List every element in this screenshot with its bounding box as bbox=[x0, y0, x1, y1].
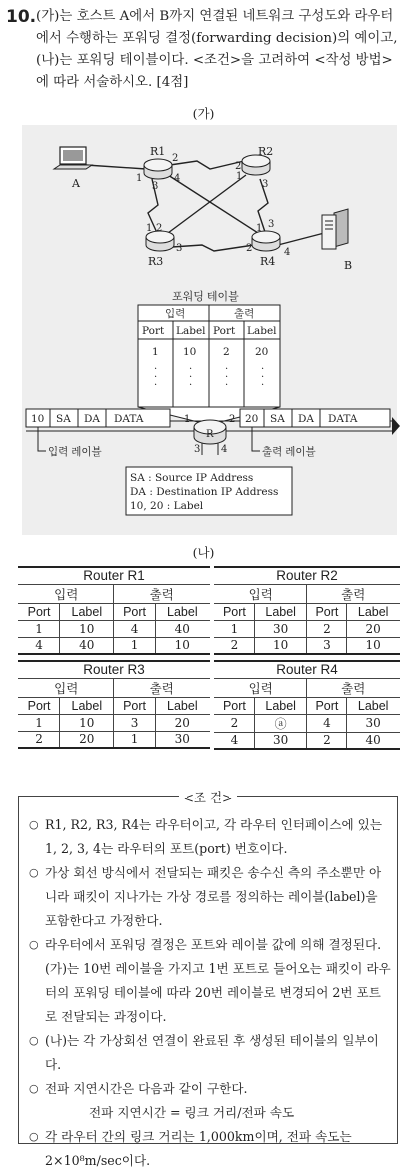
table-cell: 2 bbox=[307, 620, 347, 637]
table-header: Port bbox=[114, 697, 155, 714]
table-row bbox=[215, 714, 400, 732]
caption-ga: (가) bbox=[192, 106, 215, 121]
table-header: Port bbox=[215, 697, 255, 714]
table-header: Label bbox=[60, 697, 114, 714]
packet-arrow-icon bbox=[392, 417, 400, 435]
caption-na: (나) bbox=[192, 545, 215, 560]
packet-left-sa: SA bbox=[56, 413, 71, 425]
svg-text:.: . bbox=[154, 377, 158, 388]
condition-item: ○ 전파 지연시간은 다음과 같이 구한다. bbox=[29, 1077, 391, 1101]
question-number: 10. bbox=[6, 7, 37, 27]
table-cell: 4 bbox=[307, 714, 347, 732]
packet-right bbox=[240, 409, 390, 427]
table-title: Router R3 bbox=[19, 661, 210, 678]
link-r3-r4 bbox=[172, 245, 254, 251]
packet-right-label: 20 bbox=[245, 413, 259, 425]
svg-text:.: . bbox=[225, 369, 229, 380]
r2-port-2: 2 bbox=[235, 161, 242, 172]
table-cell: 2 bbox=[307, 732, 347, 749]
fwd-header-label-out: Label bbox=[247, 325, 277, 337]
table-cell: 10 bbox=[347, 637, 400, 654]
r1-port-4: 4 bbox=[174, 173, 181, 184]
legend-label: 10, 20 : Label bbox=[130, 500, 204, 512]
router-r1-name: R1 bbox=[150, 145, 166, 158]
fwd-group-in: 입력 bbox=[165, 308, 186, 320]
table-cell: 2 bbox=[215, 714, 255, 732]
svg-text:.: . bbox=[154, 369, 158, 380]
packet-right-da: DA bbox=[298, 413, 315, 425]
r1-port-1: 1 bbox=[136, 173, 143, 184]
r-port-3: 3 bbox=[194, 444, 201, 455]
conditions-title bbox=[19, 788, 397, 806]
r4-port-3: 3 bbox=[268, 219, 275, 230]
table-group-in: 입력 bbox=[19, 584, 114, 603]
server-icon bbox=[322, 209, 348, 249]
router-table-r3 bbox=[18, 660, 210, 749]
table-header: Label bbox=[254, 697, 307, 714]
condition-item: ○ R1, R2, R3, R4는 라우터이고, 각 라우터 인터페이스에 있는 1, 2, 3, 4는 라우터의 포트(port) 번호이다. bbox=[29, 813, 391, 861]
table-group-out: 출력 bbox=[114, 678, 210, 697]
table-cell: 1 bbox=[114, 637, 155, 654]
fwd-table bbox=[138, 305, 280, 407]
table-cell-blank-a: ⓐ bbox=[254, 714, 307, 732]
fwd-row-label-in: 10 bbox=[183, 346, 197, 358]
condition-item: ○ (나)는 각 가상회선 연결이 완료된 후 생성된 테이블의 일부이다. bbox=[29, 1029, 391, 1077]
table-cell: 3 bbox=[307, 637, 347, 654]
table-cell: 2 bbox=[19, 731, 60, 748]
table-header: Label bbox=[60, 603, 114, 620]
out-label-caption: 출력 레이블 bbox=[262, 446, 316, 458]
packet-right-data: DATA bbox=[328, 413, 358, 425]
svg-text:.: . bbox=[261, 377, 265, 388]
table-header: Label bbox=[347, 697, 400, 714]
table-title: Router R1 bbox=[19, 567, 210, 584]
packet-left-da: DA bbox=[84, 413, 101, 425]
link-r1-r2 bbox=[170, 161, 244, 169]
conditions-box bbox=[18, 790, 398, 1168]
router-r-name: R bbox=[206, 429, 214, 440]
packet-left-label: 10 bbox=[31, 413, 45, 425]
table-cell: 2 bbox=[215, 637, 255, 654]
network-diagram-svg bbox=[22, 125, 397, 535]
table-group-in: 입력 bbox=[19, 678, 114, 697]
packet-left bbox=[26, 409, 170, 427]
svg-text:.: . bbox=[261, 369, 265, 380]
table-cell: 20 bbox=[347, 620, 400, 637]
r4-port-2: 2 bbox=[246, 243, 253, 254]
table-cell: 10 bbox=[155, 637, 209, 654]
fwd-header-port-in: Port bbox=[142, 325, 165, 337]
packet-left-data: DATA bbox=[114, 413, 144, 425]
table-group-in: 입력 bbox=[215, 584, 307, 603]
r3-port-2: 2 bbox=[156, 223, 163, 234]
table-cell: 30 bbox=[347, 714, 400, 732]
table-row bbox=[215, 732, 400, 749]
r2-port-3: 3 bbox=[262, 179, 269, 190]
r3-port-1: 1 bbox=[146, 223, 153, 234]
condition-item: ○ 각 라우터 간의 링크 거리는 1,000km이며, 전파 속도는 2×10⁸m/sec이다. bbox=[29, 1125, 391, 1173]
table-row bbox=[19, 620, 210, 637]
table-cell: 4 bbox=[215, 732, 255, 749]
table-group-out: 출력 bbox=[307, 678, 400, 697]
router-r3 bbox=[146, 231, 174, 251]
fwd-row-label-out: 20 bbox=[255, 346, 269, 358]
table-cell: 30 bbox=[155, 731, 209, 748]
table-cell: 1 bbox=[114, 731, 155, 748]
svg-text:.: . bbox=[189, 369, 193, 380]
table-cell: 3 bbox=[114, 714, 155, 731]
table-row bbox=[19, 714, 210, 731]
svg-text:.: . bbox=[189, 377, 193, 388]
router-r3-name: R3 bbox=[148, 255, 164, 268]
table-row bbox=[19, 637, 210, 654]
table-header: Port bbox=[307, 603, 347, 620]
table-cell: 40 bbox=[60, 637, 114, 654]
table-cell: 1 bbox=[215, 620, 255, 637]
table-header: Label bbox=[155, 697, 209, 714]
fwd-header-label-in: Label bbox=[176, 325, 206, 337]
legend-sa: SA : Source IP Address bbox=[130, 472, 254, 484]
condition-formula: 전파 지연시간 = 링크 거리/전파 속도 bbox=[89, 1105, 295, 1120]
fwd-row-port-out: 2 bbox=[223, 346, 230, 358]
network-diagram bbox=[22, 125, 397, 535]
svg-text:.: . bbox=[189, 361, 193, 372]
host-a-label: A bbox=[72, 177, 80, 190]
table-header: Port bbox=[114, 603, 155, 620]
router-r1 bbox=[144, 159, 172, 179]
table-header: Port bbox=[19, 603, 60, 620]
fwd-group-out: 출력 bbox=[234, 308, 255, 320]
fwd-table-title: 포워딩 테이블 bbox=[172, 291, 239, 303]
router-table-r1 bbox=[18, 566, 210, 655]
router-table-r2 bbox=[214, 566, 400, 655]
router-r2 bbox=[242, 155, 270, 175]
table-cell: 30 bbox=[254, 732, 307, 749]
r4-port-4: 4 bbox=[284, 247, 291, 258]
r-port-4: 4 bbox=[221, 444, 228, 455]
table-group-out: 출력 bbox=[114, 584, 210, 603]
router-table-r4 bbox=[214, 660, 400, 750]
legend-da: DA : Destination IP Address bbox=[130, 486, 279, 498]
router-r2-name: R2 bbox=[258, 145, 274, 158]
svg-text:.: . bbox=[225, 361, 229, 372]
table-cell: 1 bbox=[19, 714, 60, 731]
table-group-in: 입력 bbox=[215, 678, 307, 697]
table-header: Port bbox=[19, 697, 60, 714]
r1-port-3: 3 bbox=[152, 181, 159, 192]
packet-right-sa: SA bbox=[270, 413, 285, 425]
table-row bbox=[215, 620, 400, 637]
table-header: Port bbox=[307, 697, 347, 714]
router-r4 bbox=[252, 231, 280, 251]
r-port-1: 1 bbox=[184, 414, 191, 425]
table-row bbox=[19, 731, 210, 748]
svg-text:.: . bbox=[225, 377, 229, 388]
table-cell: 30 bbox=[254, 620, 307, 637]
r4-port-1: 1 bbox=[256, 223, 263, 234]
r1-port-2: 2 bbox=[172, 153, 179, 164]
fwd-header-port-out: Port bbox=[213, 325, 236, 337]
table-cell: 1 bbox=[19, 620, 60, 637]
table-cell: 10 bbox=[254, 637, 307, 654]
conditions-list bbox=[29, 813, 391, 1173]
laptop-icon bbox=[54, 147, 92, 169]
question-block bbox=[6, 6, 402, 94]
link-r1-r4 bbox=[168, 175, 258, 233]
table-header: Port bbox=[215, 603, 255, 620]
table-group-out: 출력 bbox=[307, 584, 400, 603]
table-cell: 20 bbox=[155, 714, 209, 731]
network-links bbox=[86, 161, 332, 251]
table-cell: 40 bbox=[347, 732, 400, 749]
table-header: Label bbox=[155, 603, 209, 620]
svg-text:.: . bbox=[261, 361, 265, 372]
fwd-row-port-in: 1 bbox=[152, 346, 159, 358]
table-title: Router R2 bbox=[215, 567, 400, 584]
table-cell: 40 bbox=[155, 620, 209, 637]
in-label-caption: 입력 레이블 bbox=[48, 446, 102, 458]
conditions-title-text: <조 건> bbox=[179, 790, 236, 805]
table-title: Router R4 bbox=[215, 661, 400, 678]
table-header: Label bbox=[347, 603, 400, 620]
table-cell: 4 bbox=[114, 620, 155, 637]
link-a-r1 bbox=[86, 165, 146, 169]
table-cell: 20 bbox=[60, 731, 114, 748]
table-cell: 10 bbox=[60, 714, 114, 731]
table-cell: 10 bbox=[60, 620, 114, 637]
table-header: Label bbox=[254, 603, 307, 620]
svg-text:.: . bbox=[154, 361, 158, 372]
condition-item: ○ 가상 회선 방식에서 전달되는 패킷은 송수신 측의 주소뿐만 아니라 패킷이 지나가는 가상 경로를 정의하는 레이블(label)을 포함한다고 가정한다. bbox=[29, 861, 391, 933]
table-cell: 4 bbox=[19, 637, 60, 654]
question-text: (가)는 호스트 A에서 B까지 연결된 네트워크 구성도와 라우터에서 수행하는 포워딩 결정(forwarding decision)의 예이고, (나)는 포워딩 테이블이다. <조건>을 고려하여 <작성 방법>에 따라 서술하시오. [4점] bbox=[36, 9, 398, 90]
condition-item: ○ 라우터에서 포워딩 결정은 포트와 레이블 값에 의해 결정된다. (가)는 10번 레이블을 가지고 1번 포트로 들어오는 패킷이 라우터의 포워딩 테이블에 따라 20번 레이블로 변경되어 2번 포트로 전달되는 과정이다. bbox=[29, 933, 391, 1029]
router-r4-name: R4 bbox=[260, 255, 276, 268]
r3-port-3: 3 bbox=[176, 243, 183, 254]
diagram-legend bbox=[126, 467, 292, 515]
host-b-label: B bbox=[344, 259, 353, 272]
r2-port-1: 1 bbox=[236, 171, 243, 182]
table-row bbox=[215, 637, 400, 654]
r-port-2: 2 bbox=[229, 414, 236, 425]
